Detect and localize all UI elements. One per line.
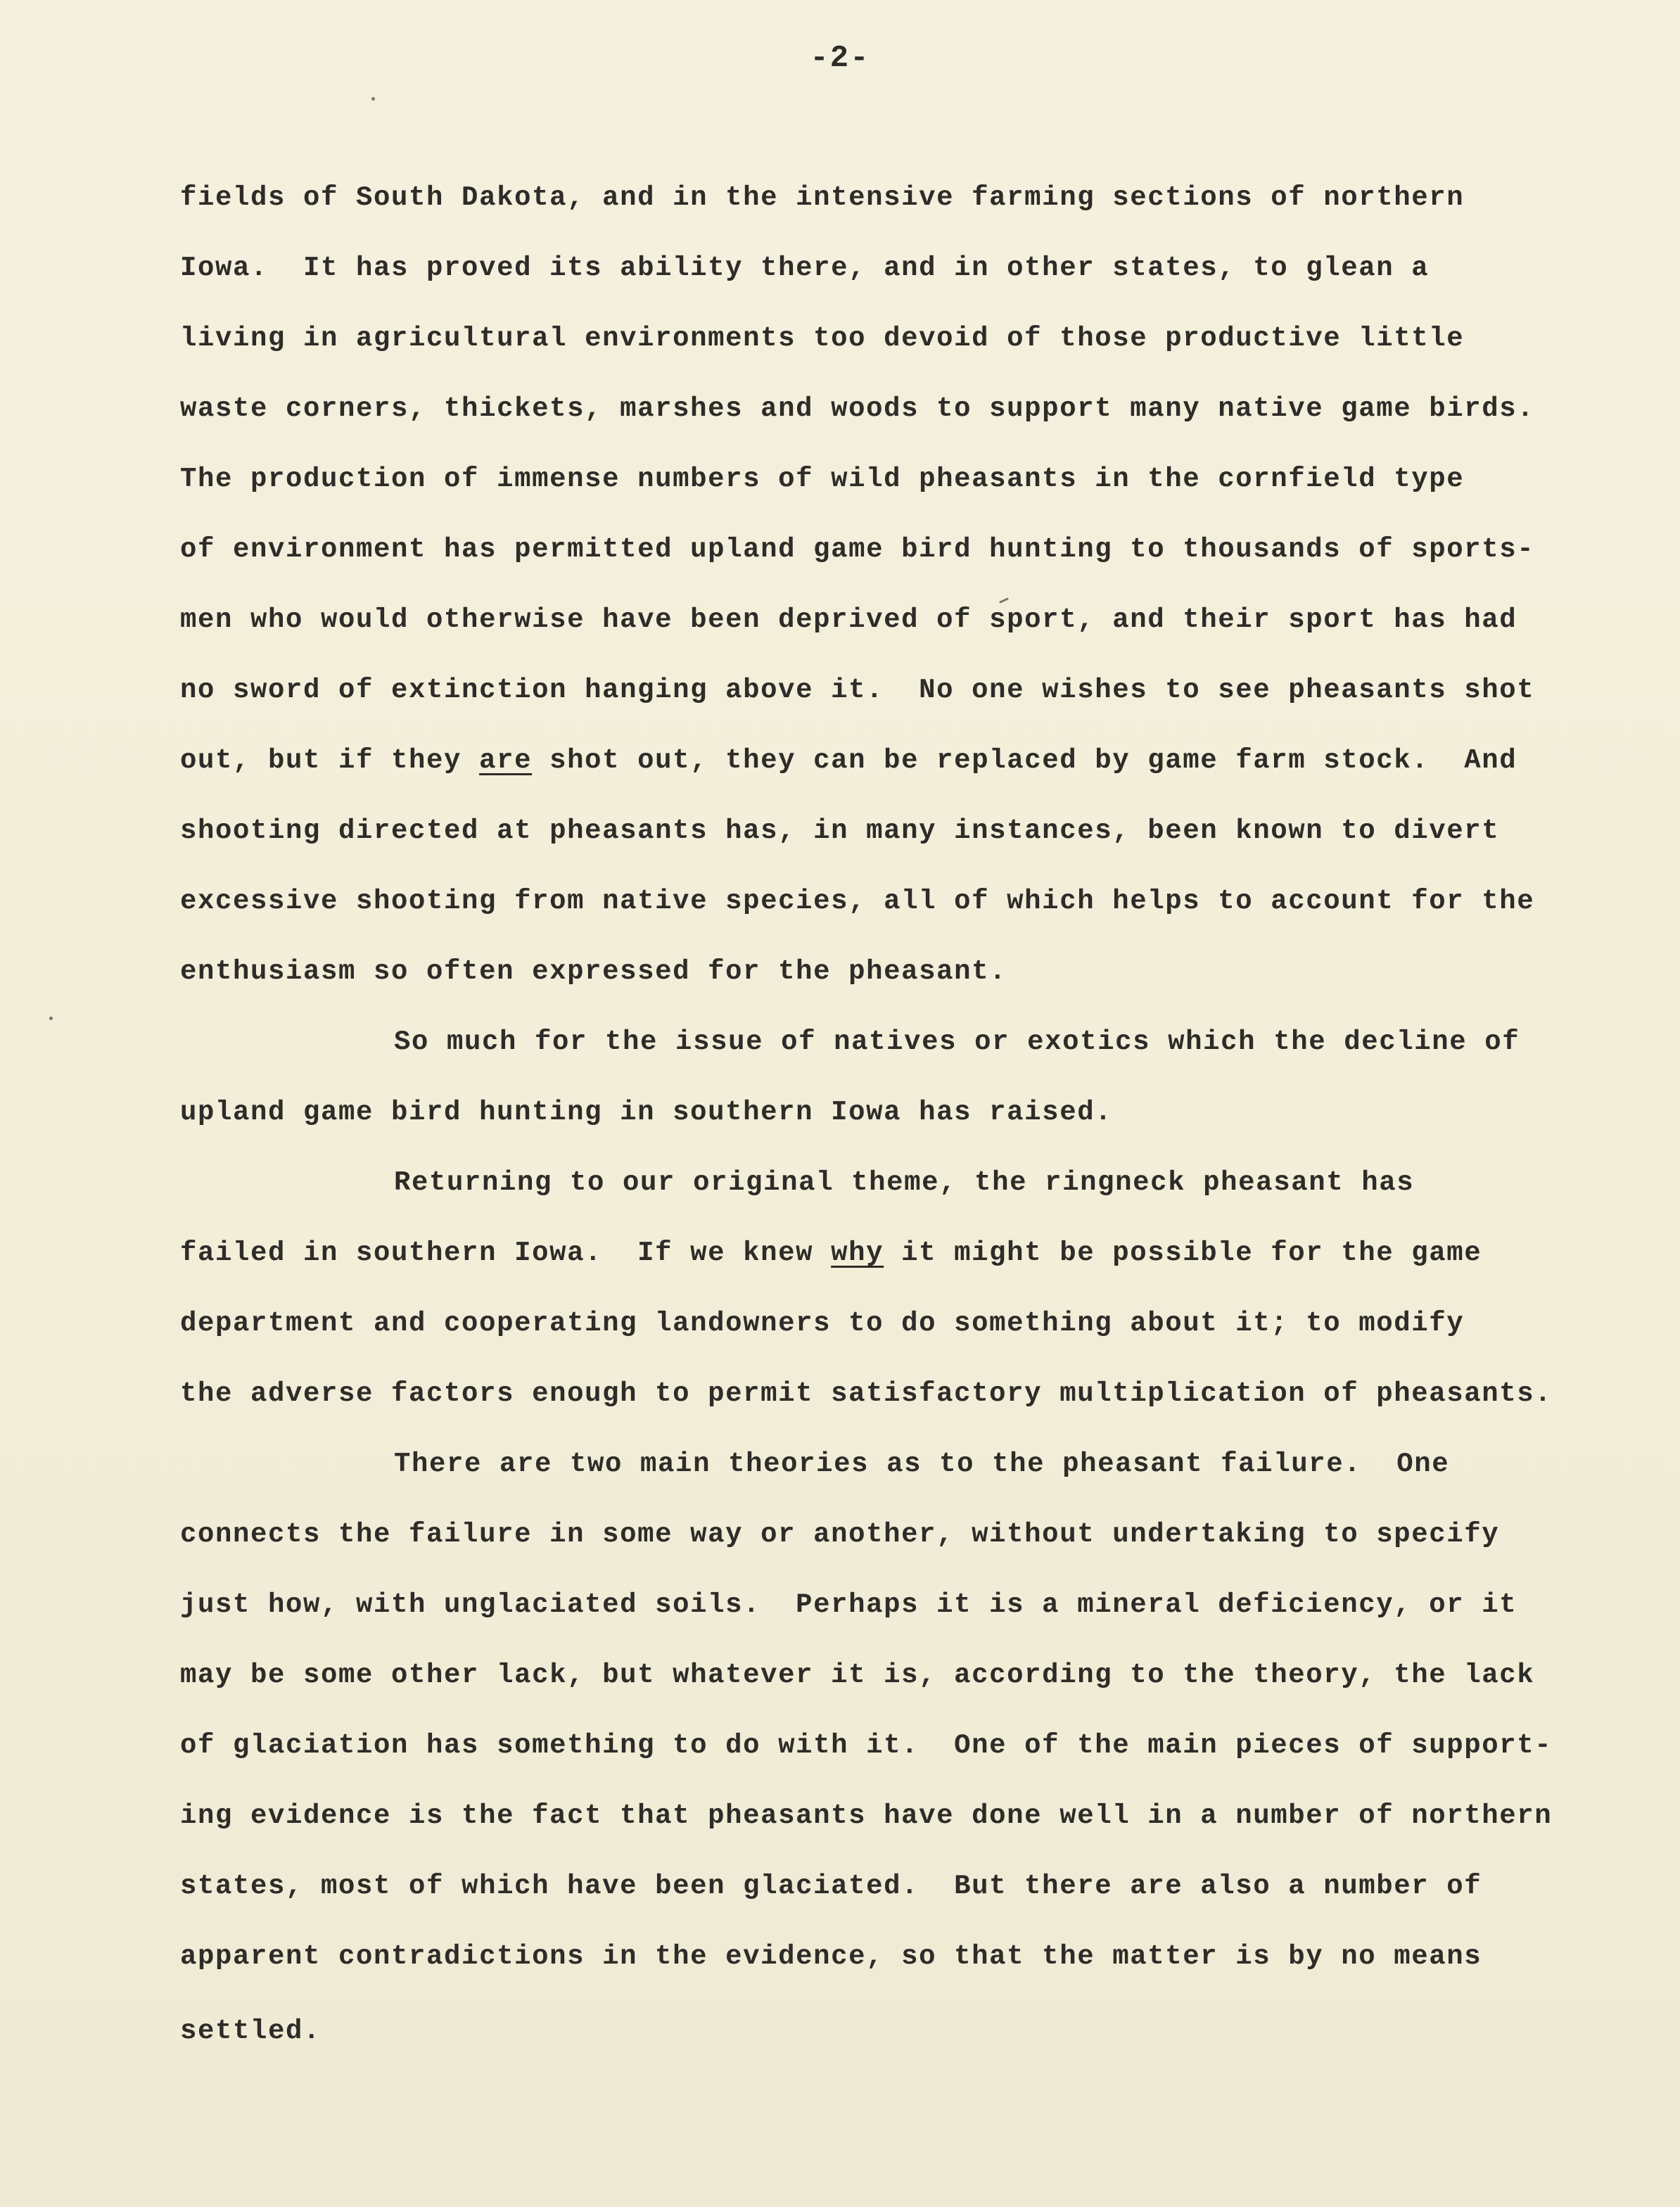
- text-line: fields of South Dakota, and in the intensive farming sections of northern: [180, 182, 1465, 213]
- text-line: excessive shooting from native species, all of which helps to account for the: [180, 886, 1535, 917]
- text-line: shooting directed at pheasants has, in many instances, been known to divert: [180, 815, 1500, 846]
- text-line: just how, with unglaciated soils. Perhaps it is a mineral deficiency, or it: [180, 1589, 1517, 1620]
- text-line: no sword of extinction hanging above it. No one wishes to see pheasants shot: [180, 675, 1535, 706]
- text-line: ing evidence is the fact that pheasants have done well in a number of northern: [180, 1800, 1553, 1831]
- paper-speck: [49, 1017, 53, 1020]
- page-number: -2-: [810, 41, 870, 76]
- text-line: upland game bird hunting in southern Iowa has raised.: [180, 1097, 1113, 1128]
- paper-speck: [371, 97, 375, 101]
- text-line: of glaciation has something to do with it. One of the main pieces of support-: [180, 1730, 1553, 1761]
- underlined-word: why: [831, 1238, 884, 1268]
- text-line: department and cooperating landowners to do something about it; to modify: [180, 1308, 1465, 1339]
- text-segment: out, but if they: [180, 745, 480, 776]
- text-line: connects the failure in some way or another, without undertaking to specify: [180, 1519, 1500, 1550]
- text-segment: it might be possible for the game: [884, 1238, 1482, 1268]
- text-line: [180, 747, 1517, 775]
- text-line: may be some other lack, but whatever it is, according to the theory, the lack: [180, 1660, 1535, 1691]
- text-line: apparent contradictions in the evidence, so that the matter is by no means: [180, 1941, 1482, 1972]
- text-line: [180, 1240, 1482, 1267]
- text-line: The production of immense numbers of wild pheasants in the cornfield type: [180, 464, 1465, 495]
- text-line: settled.: [180, 2016, 322, 2047]
- text-line: states, most of which have been glaciated. But there are also a number of: [180, 1871, 1482, 1902]
- text-line: men who would otherwise have been deprived of sport, and their sport has had: [180, 604, 1517, 635]
- text-line: enthusiasm so often expressed for the pheasant.: [180, 956, 1007, 987]
- text-segment: shot out, they can be replaced by game farm stock. And: [532, 745, 1517, 776]
- text-line: the adverse factors enough to permit satisfactory multiplication of pheasants.: [180, 1378, 1553, 1409]
- paragraph-start-line: So much for the issue of natives or exotics which the decline of: [394, 1026, 1520, 1057]
- pencil-mark: [999, 597, 1009, 604]
- text-line: waste corners, thickets, marshes and woods to support many native game birds.: [180, 393, 1535, 424]
- text-line: of environment has permitted upland game bird hunting to thousands of sports-: [180, 534, 1535, 565]
- text-line: Iowa. It has proved its ability there, and in other states, to glean a: [180, 253, 1430, 284]
- underlined-word: are: [479, 745, 533, 776]
- text-segment: failed in southern Iowa. If we knew: [180, 1238, 832, 1268]
- text-line: living in agricultural environments too devoid of those productive little: [180, 323, 1465, 354]
- paragraph-start-line: Returning to our original theme, the ringneck pheasant has: [394, 1167, 1415, 1198]
- paragraph-start-line: There are two main theories as to the pheasant failure. One: [394, 1449, 1450, 1480]
